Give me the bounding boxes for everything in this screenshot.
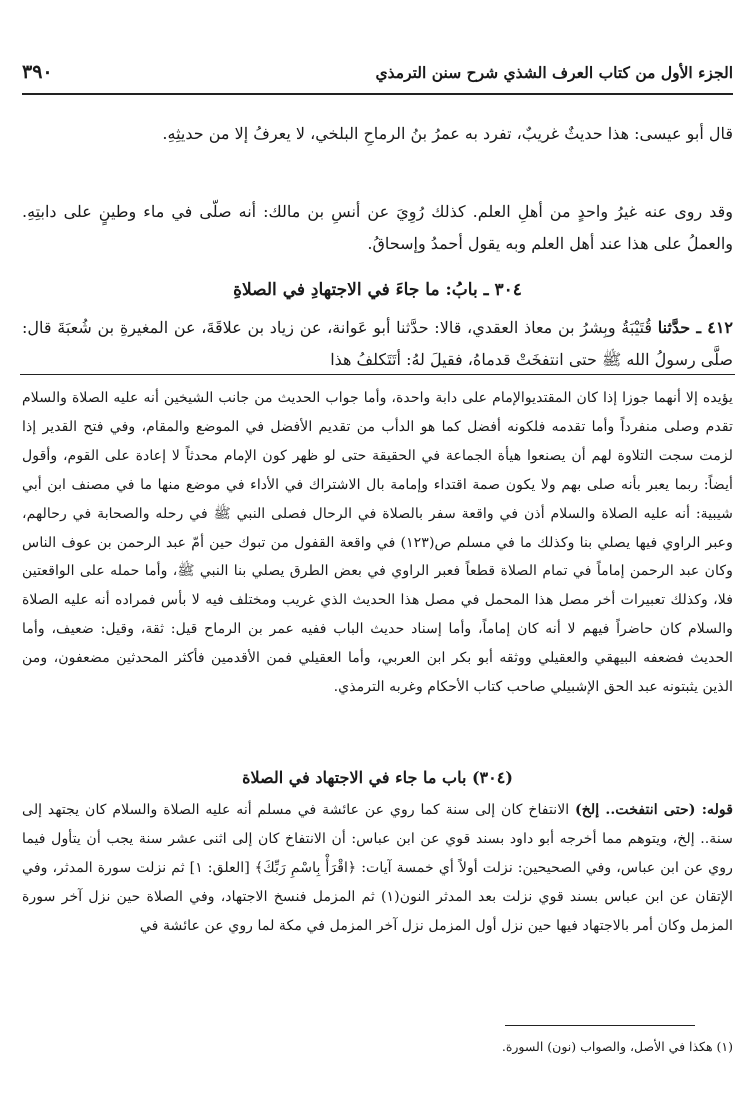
footnote: (١) هكذا في الأصل، والصواب (نون) السورة. <box>501 1039 733 1054</box>
commentary-divider <box>20 374 735 375</box>
running-title: الجزء الأول من كتاب العرف الشذي شرح سنن الترمذي <box>375 63 733 82</box>
commentary-block-2 <box>22 796 733 941</box>
footnote-rule <box>505 1025 695 1026</box>
hadith-number-lead: ٤١٢ ـ حدَّثنا <box>657 318 733 337</box>
commentary-block-1: يؤيده إلا أنهما جوزا إذا كان المقتديوالإمام على دابة واحدة، وأما جواب الحديث من جانب الشيخين أنه عليه الصلاة والسلام تقدم وصلى منفرداً وأما تقدمه فلكونه أفضل كما هو الدأب من تقديم الأفضل في الموضع والمقام، وفي فتح القدير إذا لزمت سجت التلاوة لهم أن يصنعوا هيأة الجماعة في الحقيقة حتى لو ظهر كون الإمام محدثاً لا إعادة على القوم، وأقول أيضاً: ربما يعبر بأنه صلى بهم ولا يكون صمة اقتداء وإمامة بال الاشتراك في الأداء في موضع منها ما في مصنف ابن أبي شيبية: أنه عليه الصلاة والسلام أذن في واقعة سفر بالصلاة في الرحال فصلى النبي ﷺ في رحله والصحابة في رحالهم، وعبر الراوي فيها يصلي بنا وكذلك ما في مسلم ص(١٢٣) في واقعة القفول من تبوك حين أمّ عبد الرحمن بن عوف الناس وكان عبد الرحمن إماماً في تمام الصلاة قطعاً فعبر الراوي في بعض الطرق يصلي بنا النبي ﷺ، وأما حمله على الواقعتين فلا، وكذلك تعبيرات أخر مصل هذا المحمل في مصل هذا الحديث الذي غريب ومختلف فيه لا بأس فمراده أنه عليه الصلاة والسلام كان حاضراً فيهم لا أنه كان إماماً، وأما إسناد حديث الباب ففيه عمر بن الرماح قيل: ثقة، وقيل: ضعيف، وأما الحديث فضعفه البيهقي والعقيلي ووثقه أبو بكر ابن العربي، وأما العقيلي فمن الأقدمين فأكثر المحدثين مضعفون، ومن الذين يثبتونه عبد الحق الإشبيلي صاحب كتاب الأحكام وغربه الترمذي. <box>22 390 733 696</box>
commentary-body: الانتفاخ كان إلى سنة كما روي عن عائشة في مسلم أنه عليه الصلاة والسلام كان يجتهد إلى سنة.. إلخ، ويتوهم مما أخرجه أبو داود بسند قوي عن ابن عباس: أن الانتفاخ كان إلى اثنى عشر سنة يجب أن يتأول فيما روي عن ابن عباس، وفي الصحيحين: نزلت أولاً أي خمسة آيات: ﴿اقْرَأْ بِاسْمِ رَبِّكَ﴾ [العلق: ١] ثم نزلت سورة المدثر، وفي الإتقان عن ابن عباس بسند قوي نزلت بعد المدثر النون(١) ثم المزمل فنسخ الاجتهاد، وفي الصلاة حين نزل آخر سورة المزمل وكان أمر بالاجتهاد فيها حين نزل أول المزمل نزل آخر المزمل في مكة لما روي عن عائشة في <box>22 802 733 934</box>
hadith-paragraph-2: وقد روى عنه غيرُ واحدٍ من أهلِ العلم. كذلك رُوِيَ عن أنسِ بن مالك: أنه صلّى في ماء وطينٍ على دابتِهِ. والعملُ على هذا عند أهل العلم وبه يقول أحمدُ وإسحاقُ. <box>22 202 733 253</box>
header-rule <box>22 93 733 95</box>
page-number: ٣٩٠ <box>22 61 53 83</box>
commentary-quote: قوله: (حتى انتفخت.. إلخ) <box>575 802 734 818</box>
hadith-isnad: قُتَيْبَةُ وبِشرُ بن معاذ العقدي، قالا: حدَّثنا أبو عَوانة، عن زياد بن علاقَةَ، عن المغيرةِ بن شُعبَةَ قال: صلَّى رسولُ الله ﷺ حتى انتفخَتْ قدماهُ، فقيلَ لهُ: أتَتَكلفُ هذا <box>22 318 733 369</box>
hadith-paragraph-3 <box>22 312 733 376</box>
chapter-heading: ٣٠٤ ـ بابُ: ما جاءَ في الاجتهادِ في الصلاةِ <box>233 280 522 300</box>
hadith-paragraph-1: قال أبو عيسى: هذا حديثٌ غريبٌ، تفرد به عمرُ بنُ الرماحِ البلخي، لا يعرفُ إلا من حديثِهِ. <box>162 124 733 143</box>
commentary-heading: (٣٠٤) باب ما جاء في الاجتهاد في الصلاة <box>242 768 513 787</box>
running-header <box>22 55 733 95</box>
